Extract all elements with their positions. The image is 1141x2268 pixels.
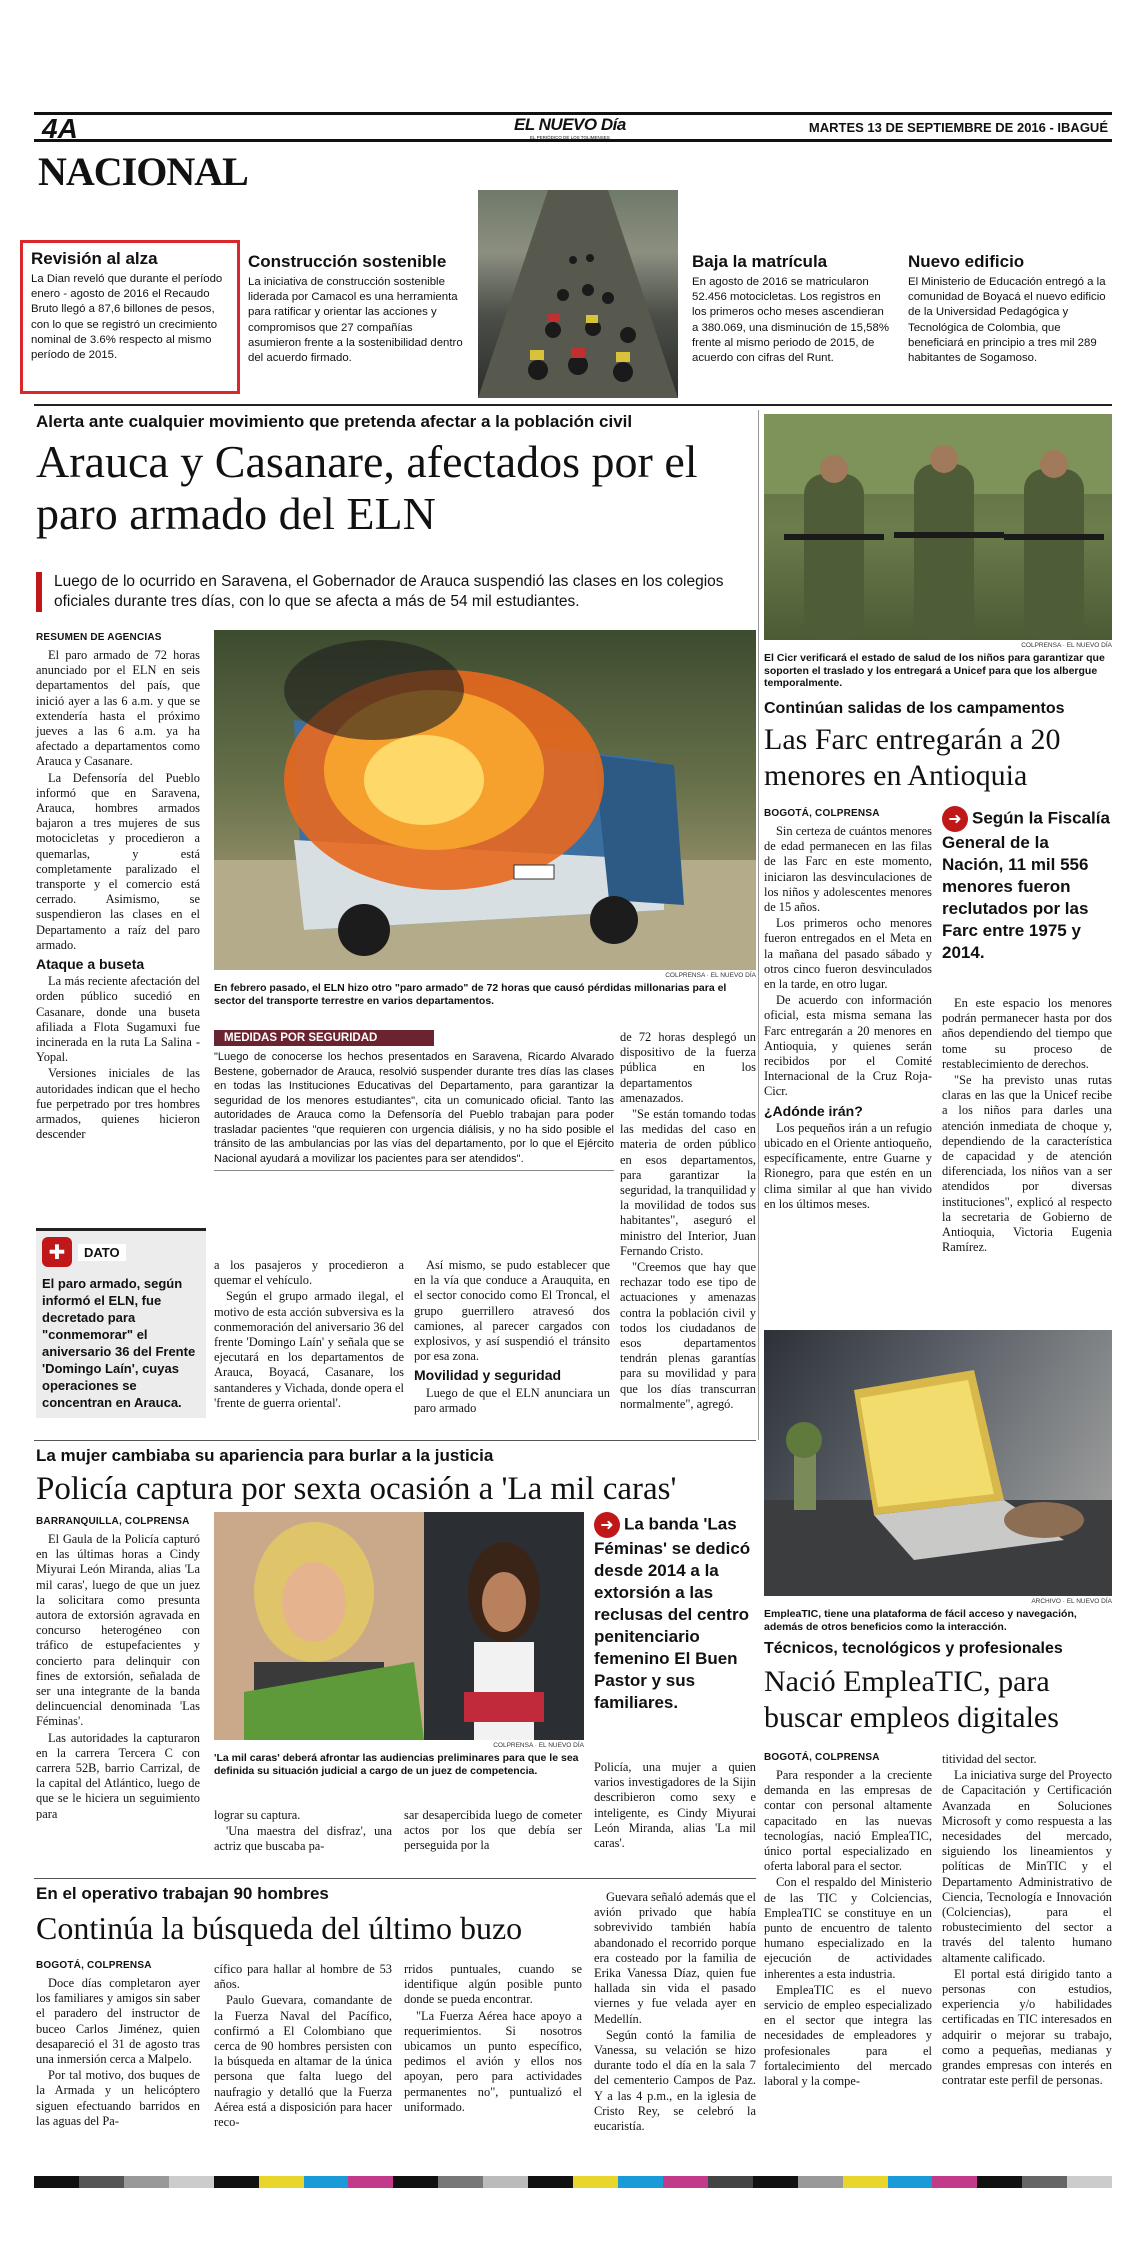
- buzo-col2: cífico para hallar al hombre de 53 años. Paulo Guevara, comandante de la Fuerza Naval del Pacífico, confirmó a El Colombiano que cerca de 90 hombres persisten con la búsqueda en altamar de la única persona que falta luego del naufragio y detalló que la Fuerza Aérea está a disposición para hacer reco-: [214, 1962, 392, 2130]
- dato-text: El paro armado, según informó el ELN, fue decretado para "conmemorar" el aniversario 36 del Frente 'Domingo Laín', cuyas operaciones se concentran en Arauca.: [42, 1276, 196, 1410]
- soldiers-photo-credit: COLPRENSA · EL NUEVO DÍA: [1021, 642, 1112, 649]
- farc-byline: BOGOTÁ, COLPRENSA: [764, 808, 880, 819]
- empleatic-kicker: Técnicos, tecnológicos y profesionales: [764, 1640, 1063, 1657]
- bus-photo-caption: En febrero pasado, el ELN hizo otro "paro armado" de 72 horas que causó pérdidas millonarias para el sector del transporte terrestre en varios departamentos.: [214, 982, 727, 1007]
- farc-col2: En este espacio los menores podrán permanecer hasta por dos años dependiendo del tiempo que tome su proceso de restablecimiento de derechos. "Se ha previsto unas rutas claras en las que la Unicef recibe a los niños para darles una atención inmediata de choque y, dependiendo de la característica de capacidad y de atención diferenciada, los niños van a ser atendidos por diversas instituciones", explicó al respecto la secretaria de Gobierno de Antioquia, Victoria Eugenia Ramírez.: [942, 996, 1112, 1255]
- laptop-photo-credit: ARCHIVO · EL NUEVO DÍA: [1031, 1598, 1112, 1605]
- milcaras-col3: sar desapercibida luego de cometer actos por los que debía ser perseguida por la: [404, 1808, 582, 1853]
- milcaras-kicker: La mujer cambiaba su apariencia para burlar a la justicia: [36, 1446, 494, 1465]
- buzo-kicker: En el operativo trabajan 90 hombres: [36, 1884, 329, 1903]
- laptop-photo: [764, 1330, 1112, 1596]
- arauca-lead: Luego de lo ocurrido en Saravena, el Gobernador de Arauca suspendió las clases en los colegios oficiales durante tres días, con lo que se afecta a más de 54 mil estudiantes.: [36, 572, 756, 612]
- milcaras-photo-caption: 'La mil caras' deberá afrontar las audiencias preliminares para que le sea definida su situación judicial a cargo de un juez de competencia.: [214, 1752, 579, 1777]
- arauca-headline: Arauca y Casanare, afectados por el paro armado del ELN: [36, 436, 698, 539]
- empleatic-byline: BOGOTÁ, COLPRENSA: [764, 1752, 880, 1763]
- milcaras-byline: BARRANQUILLA, COLPRENSA: [36, 1516, 190, 1527]
- divider: [34, 1878, 756, 1879]
- masthead: [34, 112, 1112, 142]
- buzo-col1: Doce días completaron ayer los familiares y amigos sin saber el paradero del instructor de buceo Carlos Jiménez, quien desapareció el 31 de agosto tras una inmersión cerca a Malpelo. Por tal motivo, dos buques de la Armada y un helicóptero siguen efectuando barridos en las aguas del Pa-: [36, 1976, 200, 2128]
- brief-matricula: Baja la matrícula En agosto de 2016 se matricularon 52.456 motocicletas. Los registros en los primeros ocho meses ascendieran a 380.069, una disminución de 15,58% frente al mismo periodo de 2015, de acuerdo con cifras del Runt.: [692, 252, 889, 365]
- medidas-text: "Luego de conocerse los hechos presentados en Saravena, Ricardo Alvarado Bestene, gobernador de Arauca, resolvió suspender durante tres días las clases en todas las Instituciones Educativas del Departamento, para garantizar la seguridad de los menores estudiantes", cita un comunicado oficial. Tanto las autoridades de Arauca como la Defensoría del Pueblo trabajan para poder trasladar pacientes "que requieren con urgencia diálisis, y no ha sido posible el tránsito de las ambulancias por las vías del departamento, por lo que el Ejército Nacional ayudará a movilizar los pacientes para ser atendidos".: [214, 1046, 614, 1171]
- newspaper-logo: EL NUEVO Día EL PERIÓDICO DE LOS TOLIMENSES: [514, 115, 626, 140]
- motorcycles-photo: [478, 190, 678, 398]
- arauca-col4: de 72 horas desplegó un dispositivo de la fuerza pública en los departamentos amenazados. "Se están tomando todas las medidas del caso en materia de orden público en esos departamentos, para garantizar la seguridad, la tranquilidad y la movilidad de todos sus habitantes", aseguró el ministro del Interior, Juan Fernando Cristo. "Creemos que hay que rechazar todo ese tipo de actuaciones y amenazas contra la población civil y todos los ciudadanos de esos departamentos tendrán plenas garantías para su movilidad y para que los días transcurran normalmente", agregó.: [620, 1030, 756, 1411]
- arauca-byline: RESUMEN DE AGENCIAS: [36, 632, 162, 643]
- farc-kicker: Continúan salidas de los campamentos: [764, 700, 1065, 717]
- laptop-photo-caption: EmpleaTIC, tiene una plataforma de fácil acceso y navegación, además de otros beneficios como la interacción.: [764, 1608, 1077, 1633]
- medidas-box: [214, 1030, 614, 1171]
- puzzle-icon: ✚: [42, 1237, 72, 1267]
- farc-pullquote: ➜ Según la Fiscalía General de la Nación, 11 mil 556 menores fueron reclutados por las Farc entre 1975 y 2014.: [942, 806, 1112, 964]
- laptop-image: [764, 1330, 1112, 1596]
- motorcycle-riders-image: [478, 190, 678, 398]
- section-title: NACIONAL: [38, 149, 248, 194]
- buzo-byline: BOGOTÁ, COLPRENSA: [36, 1960, 152, 1971]
- registration-color-bar: [34, 2176, 1112, 2188]
- burning-bus-image: [214, 630, 756, 970]
- soldiers-photo-caption: El Cicr verificará el estado de salud de los niños para garantizar que soporten el traslado y los entregará a Unicef para que los albergue temporalmente.: [764, 652, 1105, 689]
- farc-col1: Sin certeza de cuántos menores de edad permanecen en las filas de las Farc en este momento, iniciaron las desvinculaciones de los niños y adolescentes menores de 15 años. Los primeros ocho menores fueron entregados en el Meta en la mañana del pasado sábado y otros cinco fueron desvinculados en la tarde, en otro lugar. De acuerdo con información oficial, esta misma semana las Farc entregarán a 20 menores en Antioquia, y quienes serán recibidos por el Comité Internacional de la Cruz Roja- Cicr. ¿Adónde irán? Los pequeños irán a un refugio ubicado en el Oriente antioqueño, específicamente, entre Guarne y Rionegro, para que estén en un clima similar al que han vivido en los últimos meses.: [764, 824, 932, 1211]
- arrow-right-icon: ➜: [594, 1512, 620, 1538]
- medidas-label: MEDIDAS POR SEGURIDAD: [214, 1030, 434, 1046]
- arauca-col3: Así mismo, se pudo establecer que en la vía que conduce a Arauquita, en el sector conocido como El Troncal, el grupo guerrillero atravesó dos camiones, al parecer cargados con explosivos, y así suspendió el tránsito por esa zona. Movilidad y seguridad Luego de que el ELN anunciara un paro armado: [414, 1258, 610, 1415]
- burning-bus-photo: [214, 630, 756, 970]
- page-number: 4A: [42, 113, 78, 144]
- milcaras-col4: Policía, una mujer a quien varios investigadores de la Sijin describieron como sexy e inteligente, es Cindy Miyurai León Miranda, alias 'La mil caras'.: [594, 1760, 756, 1851]
- woman-portraits-image: [214, 1512, 584, 1740]
- empleatic-col1: Para responder a la creciente demanda en las empresas de contar con personal altamente capacitado en las nuevas tecnologías, nació EmpleaTIC, único portal especializado en oferta laboral para el sector. Con el respaldo del Ministerio de las TIC y Colciencias, EmpleaTIC se constituye en un punto de encuentro de talento humano especializado en la ejecución de actividades inherentes a esta industria. EmpleaTIC es el nuevo servicio de empleo especializado en el sector que integra las necesidades de empleadores y profesionales para el fortalecimiento del mercado laboral y la compe-: [764, 1768, 932, 2089]
- arrow-right-icon: ➜: [942, 806, 968, 832]
- brief-edificio: Nuevo edificio El Ministerio de Educación entregó a la comunidad de Boyacá el nuevo edificio de la Universidad Pedagógica y Tecnológica de Colombia, que beneficiará en principio a tres mil 289 habitantes de Sogamoso.: [908, 252, 1106, 365]
- soldiers-image: [764, 414, 1112, 640]
- empleatic-col2: titividad del sector. La iniciativa surge del Proyecto de Capacitación y Certificación Avanzada en Soluciones Microsoft y como respuesta a las necesidades del mercado, siguiendo los lineamientos y políticas de MinTIC y el Departamento Administrativo de Ciencia, Tecnología e Innovación (Colciencias), para el robustecimiento del sector a través del talento humano altamente calificado. El portal está dirigido tanto a personas con estudios, experiencia y/o habilidades certificadas en TIC interesados en adquirir o mejorar su trabajo, como a pequeñas, medianas y grandes empresas con interés en contratar este perfil de personas.: [942, 1752, 1112, 2088]
- bus-photo-credit: COLPRENSA · EL NUEVO DÍA: [665, 972, 756, 979]
- buzo-headline: Continúa la búsqueda del último buzo: [36, 1910, 523, 1946]
- farc-headline: Las Farc entregarán a 20 menores en Antioquia: [764, 723, 1061, 792]
- arauca-col1: El paro armado de 72 horas anunciado por el ELN en seis departamentos del país, que inició ayer a las 6 a.m. y que se extendería hasta el próximo jueves a las 6 a.m. ya ha afectado a departamentos como Arauca y Casanare. La Defensoría del Pueblo informó que en Saravena, Arauca, hombres armados bajaron a tres mujeres de sus motocicletas y procedieron a quemarlas, y está completamente paralizado el transporte y el comercio está cerrado. Asimismo, se suspendieron las clases en el Departamento a raíz del paro armado. Ataque a buseta La más reciente afectación del orden público sucedió en Casanare, donde una buseta afiliada a Flota Sugamuxi fue incinerada en la ruta La Salina - Yopal. Versiones iniciales de las autoridades indican que el hecho fue perpetrado por tres hombres armados, quienes hicieron descender: [36, 648, 200, 1142]
- milcaras-photo-credit: COLPRENSA · EL NUEVO DÍA: [493, 1742, 584, 1749]
- buzo-col4: Guevara señaló además que el avión privado que había sobrevivido también había abandonado el recorrido porque era costeado por la familia de Erika Vanessa Díaz, quien fue hallada sin vida el pasado viernes y fue velada ayer en Medellín. Según contó la familia de Vanessa, su velación se hizo durante todo el día en la sala 7 del cementerio Campos de Paz. Y a las 4 p.m., en la iglesia de Cristo Rey, se celebró la eucaristía.: [594, 1890, 756, 2134]
- column-rule: [758, 410, 759, 1440]
- soldiers-photo: [764, 414, 1112, 640]
- arauca-kicker: Alerta ante cualquier movimiento que pretenda afectar a la población civil: [36, 412, 633, 431]
- buzo-col3: rridos puntuales, cuando se identifique algún posible punto donde se pueda encontrar. "La Fuerza Aérea hace apoyo a requerimientos. Si nosotros ubicamos un punto específico, pedimos el avión y ellos nos apoyan, pero para actividades permanentes no", puntualizó el uniformado.: [404, 1962, 582, 2114]
- dato-box: [36, 1228, 206, 1418]
- milcaras-col1: El Gaula de la Policía capturó en las últimas horas a Cindy Miyurai León Miranda, alias 'La mil caras', luego de que un juez la solicitara como presunta autora de extorsión agravada en concurso heterogéneo con tráfico de estupefacientes y concierto para delinquir con fines de extorsión, señalada de ser una integrante de la banda delincuencial denominada 'Las Féminas'. Las autoridades la capturaron en la carrera Tercera C con carrera 52B, barrio Carrizal, de la capital del Atlántico, luego de que se le hiciera un seguimiento para: [36, 1532, 200, 1821]
- brief-revision: Revisión al alza La Dian reveló que durante el período enero - agosto de 2016 el Recaudo Bruto llegó a 87,6 billones de pesos, con lo que se registró un crecimiento nominal de 3.6% respecto al mismo período de 2015.: [20, 240, 240, 394]
- dato-label: DATO: [78, 1244, 126, 1261]
- brief-construccion: Construcción sostenible La iniciativa de construcción sostenible liderada por Camacol es una herramienta para ratificar y orientar las acciones y compromisos que 27 compañías asumieron frente a la sostenibilidad dentro del acuerdo firmado.: [248, 252, 463, 365]
- milcaras-pullquote: ➜ La banda 'Las Féminas' se dedicó desde 2014 a la extorsión a las reclusas del centro penitenciario femenino El Buen Pastor y sus familiares.: [594, 1512, 756, 1714]
- divider: [34, 404, 1112, 406]
- arauca-col2: a los pasajeros y procedieron a quemar el vehículo. Según el grupo armado ilegal, el motivo de esta acción subversiva es la conmemoración del aniversario 36 del frente 'Domingo Laín' y señala que se ejecutará en los departamentos de Arauca, Boyacá, Casanare, los santanderes y Vichada, donde opera el 'frente de guerra oriental'.: [214, 1258, 404, 1410]
- milcaras-photo: [214, 1512, 584, 1740]
- divider: [34, 1440, 756, 1441]
- milcaras-headline: Policía captura por sexta ocasión a 'La mil caras': [36, 1471, 677, 1507]
- milcaras-col2: lograr su captura. 'Una maestra del disfraz', una actriz que buscaba pa-: [214, 1808, 392, 1854]
- empleatic-headline: Nació EmpleaTIC, para buscar empleos digitales: [764, 1665, 1059, 1734]
- issue-date: MARTES 13 DE SEPTIEMBRE DE 2016 - IBAGUÉ: [808, 120, 1108, 135]
